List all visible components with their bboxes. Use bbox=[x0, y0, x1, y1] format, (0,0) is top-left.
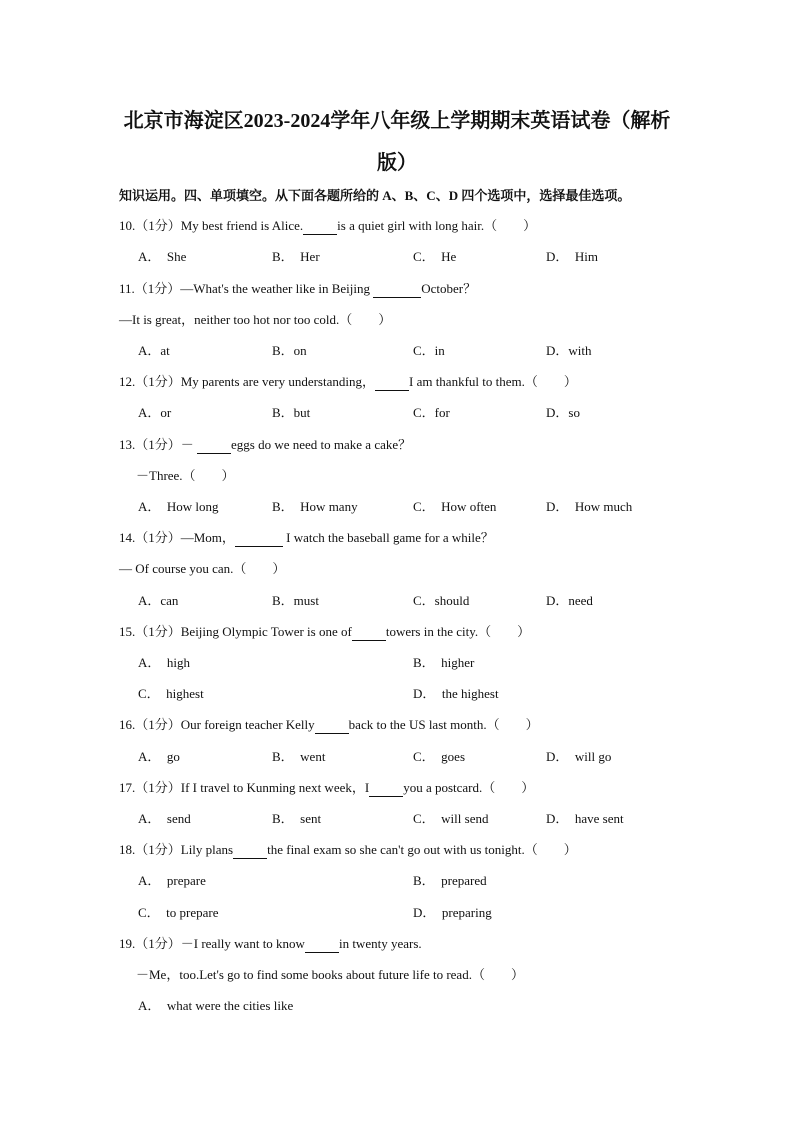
option-d: D． will go bbox=[546, 749, 612, 764]
answer-blank bbox=[197, 439, 231, 454]
question-19 bbox=[119, 935, 422, 953]
option-b: B． sent bbox=[272, 811, 322, 826]
answer-blank bbox=[375, 376, 409, 391]
option-a: A．at bbox=[138, 343, 170, 358]
option-c: C．for bbox=[413, 405, 450, 420]
answer-blank bbox=[235, 532, 283, 547]
question-text: back to the US last month.（ ） bbox=[348, 717, 539, 732]
option-b: B．must bbox=[272, 593, 319, 608]
question-text: 11.（1分）—What's the weather like in Beijing bbox=[119, 281, 374, 296]
question-14-reply: — Of course you can.（ ） bbox=[119, 561, 286, 576]
question-text: you a postcard.（ ） bbox=[403, 780, 535, 795]
option-c: C． to prepare bbox=[138, 905, 219, 920]
option-d: D． How much bbox=[546, 499, 633, 514]
answer-blank bbox=[233, 844, 267, 859]
question-text: in twenty years. bbox=[338, 936, 422, 951]
question-19-reply: －Me，too.Let's go to find some books about future life to read.（ ） bbox=[136, 967, 524, 982]
question-text: 12.（1分）My parents are very understanding， bbox=[119, 374, 375, 389]
question-11-reply: —It is great，neither too hot nor too cold.（ ） bbox=[119, 312, 392, 327]
option-d: D．so bbox=[546, 405, 580, 420]
option-b: B． prepared bbox=[413, 873, 487, 888]
option-a: A．or bbox=[138, 405, 172, 420]
question-17 bbox=[119, 779, 534, 797]
option-a: A． How long bbox=[138, 499, 219, 514]
option-a: A． prepare bbox=[138, 873, 206, 888]
question-10 bbox=[119, 217, 536, 235]
answer-blank bbox=[315, 719, 349, 734]
option-a: A． send bbox=[138, 811, 191, 826]
option-d: D． have sent bbox=[546, 811, 624, 826]
answer-blank bbox=[303, 220, 337, 235]
question-text: towers in the city.（ ） bbox=[385, 624, 531, 639]
question-text: 16.（1分）Our foreign teacher Kelly bbox=[119, 717, 315, 732]
option-a: A． what were the cities like bbox=[138, 998, 294, 1013]
option-c: C．should bbox=[413, 593, 470, 608]
question-text: October？ bbox=[421, 281, 477, 296]
option-d: D． Him bbox=[546, 249, 599, 264]
option-d: D．with bbox=[546, 343, 592, 358]
option-a: A．can bbox=[138, 593, 179, 608]
question-text: eggs do we need to make a cake？ bbox=[231, 437, 412, 452]
option-c: C． will send bbox=[413, 811, 489, 826]
answer-blank bbox=[369, 782, 403, 797]
question-text: I am thankful to them.（ ） bbox=[408, 374, 577, 389]
answer-blank bbox=[373, 283, 421, 298]
question-text: 19.（1分）－I really want to know bbox=[119, 936, 305, 951]
option-b: B． Her bbox=[272, 249, 320, 264]
question-text: 14.（1分）—Mom， bbox=[119, 530, 235, 545]
option-b: B．on bbox=[272, 343, 307, 358]
answer-blank bbox=[305, 938, 339, 953]
question-text: 10.（1分）My best friend is Alice. bbox=[119, 218, 304, 233]
option-d: D．need bbox=[546, 593, 593, 608]
question-text: 15.（1分）Beijing Olympic Tower is one of bbox=[119, 624, 352, 639]
option-b: B． higher bbox=[413, 655, 475, 670]
question-18 bbox=[119, 841, 577, 859]
section-heading: 知识运用。四、单项填空。从下面各题所给的 A、B、C、D 四个选项中，选择最佳选项。 bbox=[119, 188, 631, 203]
question-12 bbox=[119, 373, 577, 391]
question-13 bbox=[119, 436, 411, 454]
option-c: C． He bbox=[413, 249, 457, 264]
question-text: 18.（1分）Lily plans bbox=[119, 842, 234, 857]
option-c: C． highest bbox=[138, 686, 204, 701]
option-b: B． went bbox=[272, 749, 326, 764]
answer-blank bbox=[352, 626, 386, 641]
question-16 bbox=[119, 716, 539, 734]
question-text: 13.（1分）－ bbox=[119, 437, 198, 452]
option-d: D． the highest bbox=[413, 686, 499, 701]
question-text: the final exam so she can't go out with us tonight.（ ） bbox=[267, 842, 577, 857]
option-b: B．but bbox=[272, 405, 311, 420]
option-c: C． How often bbox=[413, 499, 497, 514]
option-a: A． high bbox=[138, 655, 191, 670]
option-a: A． She bbox=[138, 249, 187, 264]
option-d: D． preparing bbox=[413, 905, 492, 920]
page-title: 北京市海淀区2023-2024学年八年级上学期期末英语试卷（解析版） bbox=[123, 110, 671, 174]
question-text: I watch the baseball game for a while？ bbox=[282, 530, 494, 545]
question-14 bbox=[119, 529, 494, 547]
question-15 bbox=[119, 623, 530, 641]
question-13-reply: －Three.（ ） bbox=[136, 468, 235, 483]
option-c: C．in bbox=[413, 343, 445, 358]
question-11 bbox=[119, 280, 476, 298]
option-c: C． goes bbox=[413, 749, 466, 764]
question-text: is a quiet girl with long hair.（ ） bbox=[337, 218, 537, 233]
option-b: B． How many bbox=[272, 499, 358, 514]
option-a: A． go bbox=[138, 749, 180, 764]
question-text: 17.（1分）If I travel to Kunming next week，I bbox=[119, 780, 370, 795]
